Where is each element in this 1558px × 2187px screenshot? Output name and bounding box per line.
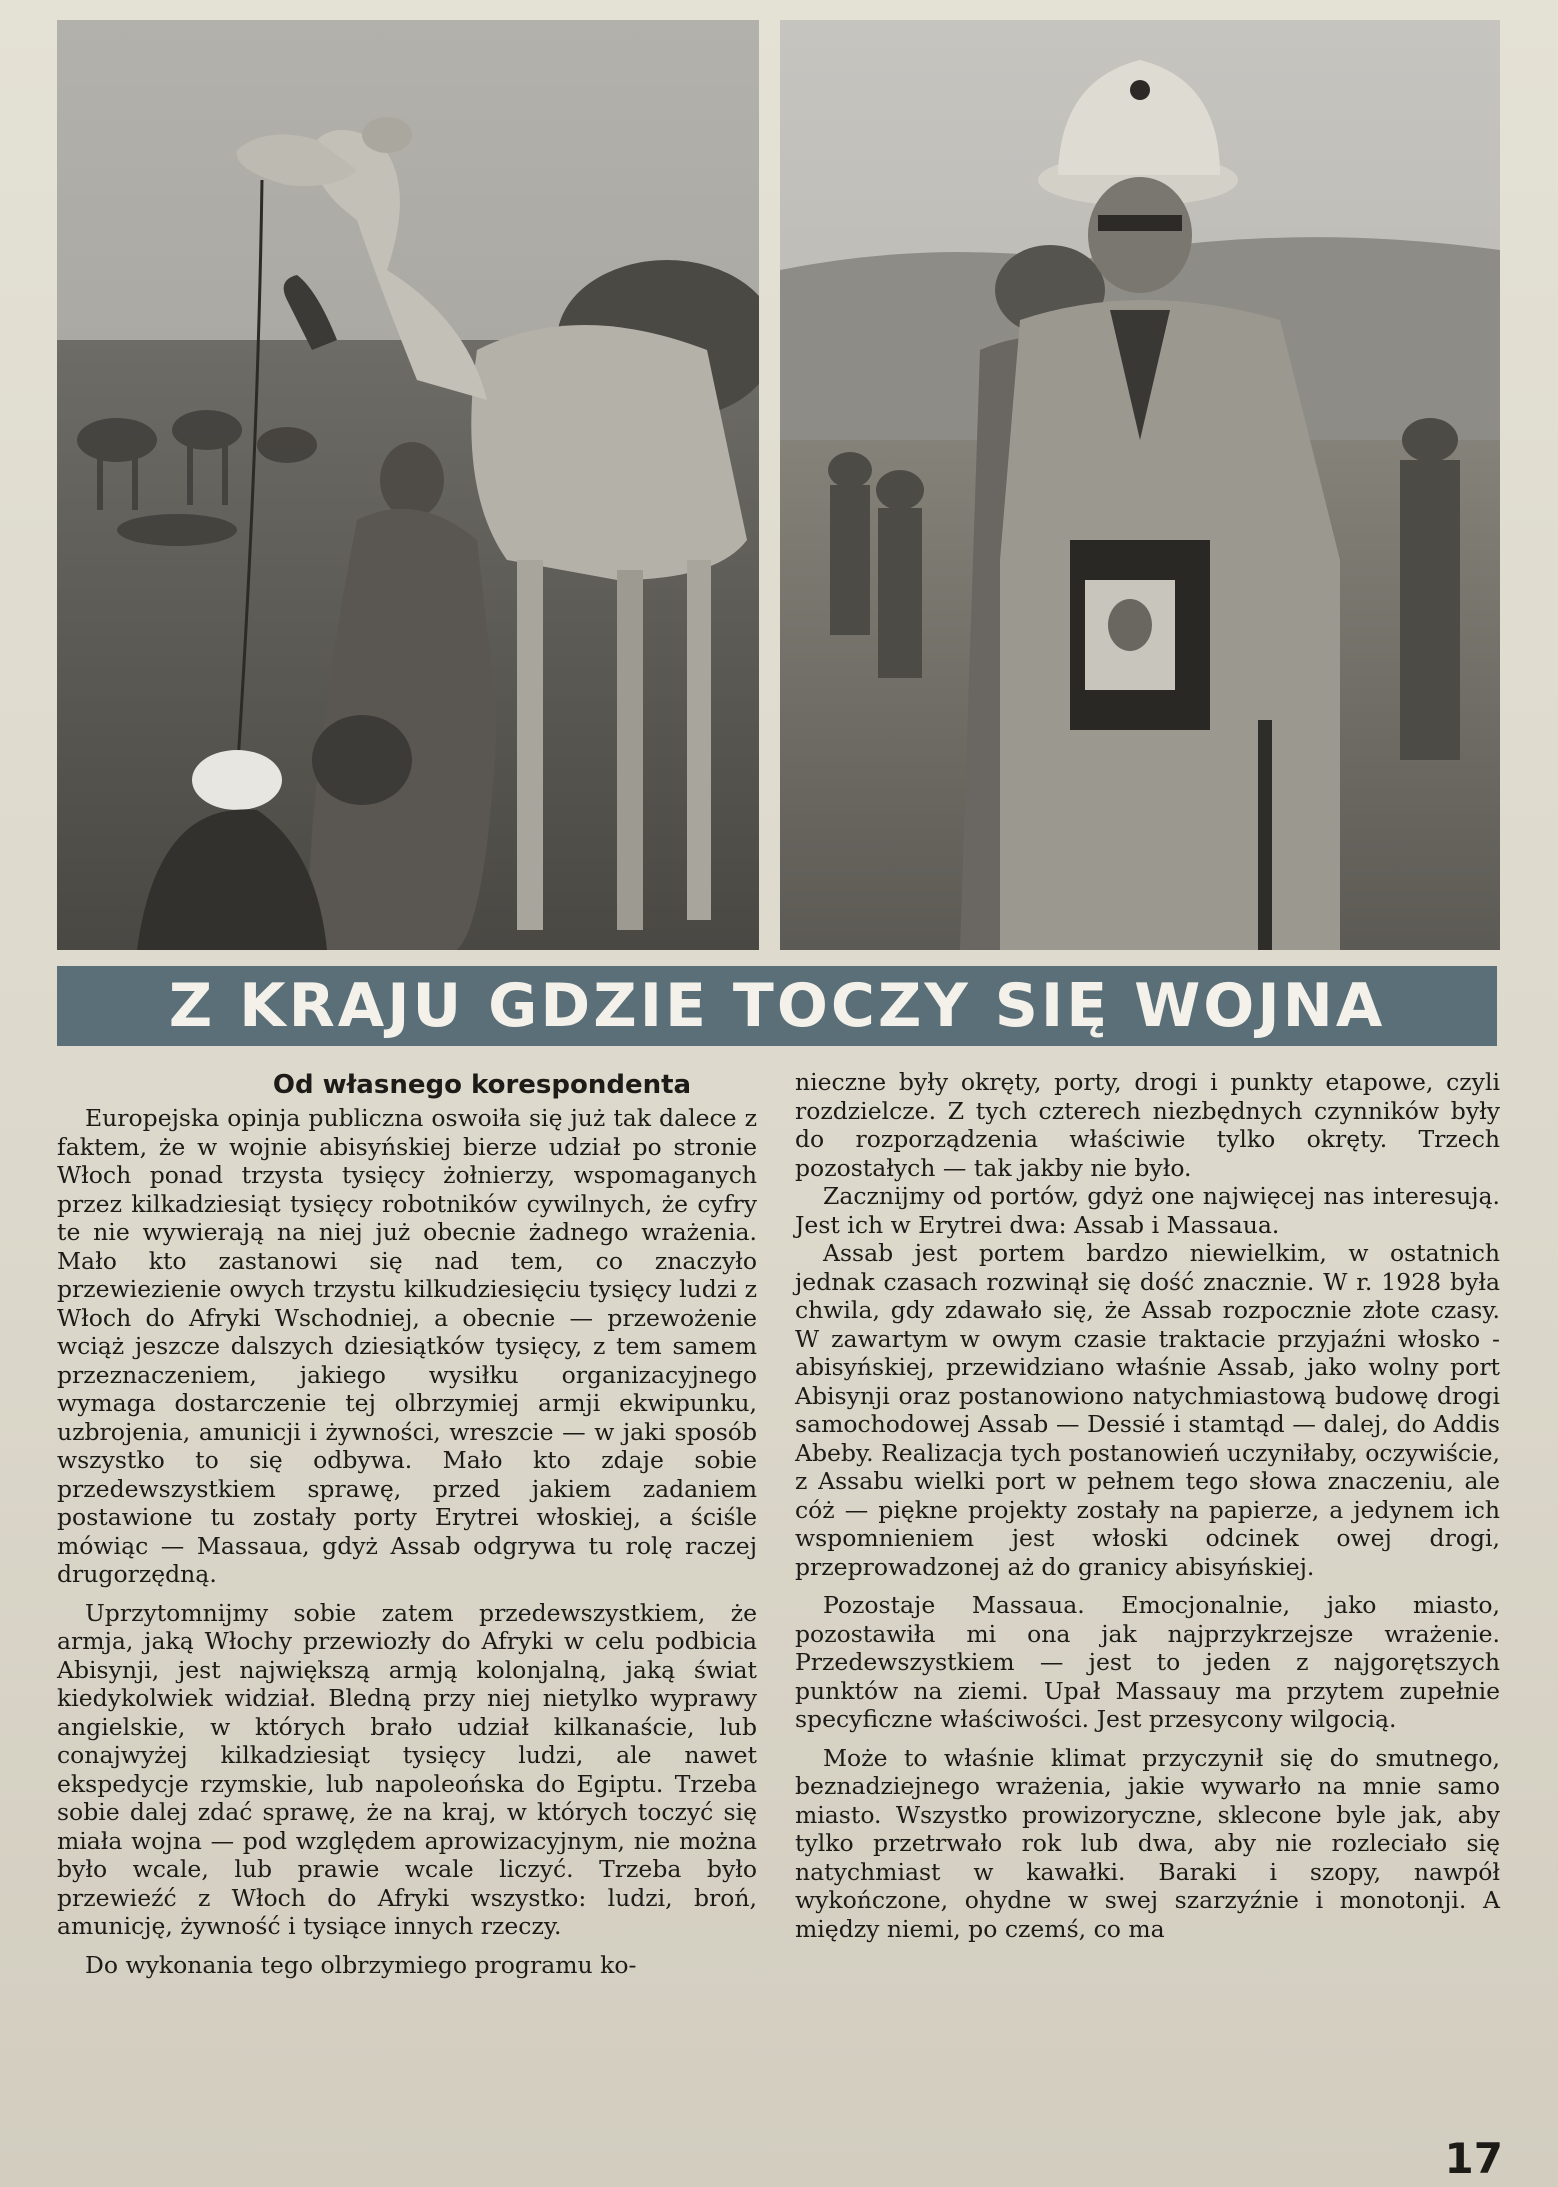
paragraph: Do wykonania tego olbrzymiego programu ko- [85, 1950, 637, 1979]
article-column-right [795, 1068, 1500, 1943]
paragraph: Zacznijmy od portów, gdyż one najwięcej nas interesują. Jest ich w Erytrei dwa: Assab i Massaua. [795, 1182, 1500, 1239]
article-column-left [57, 1068, 757, 1979]
headline: Z KRAJU GDZIE TOCZY SIĘ WOJNA [168, 971, 1386, 1041]
headline-banner [57, 966, 1497, 1046]
paragraph: Assab jest portem bardzo niewielkim, w ostatnich jednak czasach rozwinął się dość znacznie. W r. 1928 była chwila, gdy zdawało się, że Assab rozpocznie złote czasy. W zawartym w owym czasie traktacie przyjaźni włosko - abisyńskiej, przewidziano właśnie Assab, jako wolny port Abisynji oraz postanowiono natychmiastową budowę drogi samochodowej Assab — Dessié i stamtąd — dalej, do Addis Abeby. Realizacja tych postanowień uczyniłaby, oczywiście, z Assabu wielki port w pełnem tego słowa znaczeniu, ale cóż — piękne projekty zostały na papierze, a jedynem ich wspomnieniem jest włoski odcinek owej drogi, przeprowadzonej aż do granicy abisyńskiej. [795, 1239, 1500, 1581]
paragraph: Może to właśnie klimat przyczynił się do smutnego, beznadziejnego wrażenia, jakie wywarło na mnie samo miasto. Wszystko prowizoryczne, sklecone byle jak, aby tylko przetrwało rok lub dwa, aby nie rozleciało się natychmiast w kawałki. Baraki i szopy, nawpół wykończone, ohydne w swej szarzyźnie i monotonji. A między niemi, po czemś, co ma [795, 1743, 1500, 1943]
paragraph: nieczne były okręty, porty, drogi i punkty etapowe, czyli rozdzielcze. Z tych czterech niezbędnych czynników były do rozporządzenia właściwie tylko okręty. Trzech pozostałych — tak jakby nie było. [795, 1068, 1500, 1182]
page-number: 17 [1444, 2134, 1503, 2183]
paragraph: Pozostaje Massaua. Emocjonalnie, jako miasto, pozostawiła mi ona jak najprzykrzejsze wrażenie. Przedewszystkiem — jest to jeden z najgorętszych punktów na ziemi. Upał Massauy ma przytem zupełnie specyficzne właściwości. Jest przesycony wilgocią. [795, 1591, 1500, 1733]
paragraph: Europejska opinja publiczna oswoiła się już tak dalece z faktem, że w wojnie abisyńskiej bierze udział po stronie Włoch ponad trzysta tysięcy żołnierzy, wspomaganych przez kilkadziesiąt tysięcy robotników cywilnych, że cyfry te nie wywierają na niej już obecnie żadnego wrażenia. Mało kto zastanowi się nad tem, co znaczyło przewiezienie owych trzystu kilkudziesięciu tysięcy ludzi z Włoch do Afryki Wschodniej, a obecnie — przewożenie wciąż jeszcze dalszych dziesiątków tysięcy, z tem samem przeznaczeniem, jakiego wysiłku organizacyjnego wymaga dostarczenie tej olbrzymiej armji ekwipunku, uzbrojenia, amunicji i żywności, wreszcie — w jaki sposób wszystko to się odbywa. Mało kto zdaje sobie przedewszystkiem sprawę, przed jakiem zadaniem postawione tu zostały porty Erytrei włoskiej, a ściśle mówiąc — Massaua, gdyż Assab odgrywa tu rolę raczej drugorzędną. [57, 1104, 757, 1588]
photo-camel-soldier [57, 20, 759, 950]
byline: Od własnego korespondenta [272, 1070, 692, 1100]
photo-officer-with-camera [780, 20, 1500, 950]
paragraph: Uprzytomnijmy sobie zatem przedewszystkiem, że armja, jaką Włochy przewiozły do Afryki w celu podbicia Abisynji, jest największą armją kolonjalną, jaką świat kiedykolwiek widział. Bledną przy niej nietylko wyprawy angielskie, w których brało udział kilkanaście, lub conajwyżej kilkadziesiąt tysięcy ludzi, ale nawet ekspedycje rzymskie, lub napoleońska do Egiptu. Trzeba sobie dalej zdać sprawę, że na kraj, w których toczyć się miała wojna — pod względem aprowizacyjnym, nie można było wcale, lub prawie wcale liczyć. Trzeba było przewieźć z Włoch do Afryki wszystko: ludzi, broń, amunicję, żywność i tysiące innych rzeczy. [57, 1598, 757, 1940]
